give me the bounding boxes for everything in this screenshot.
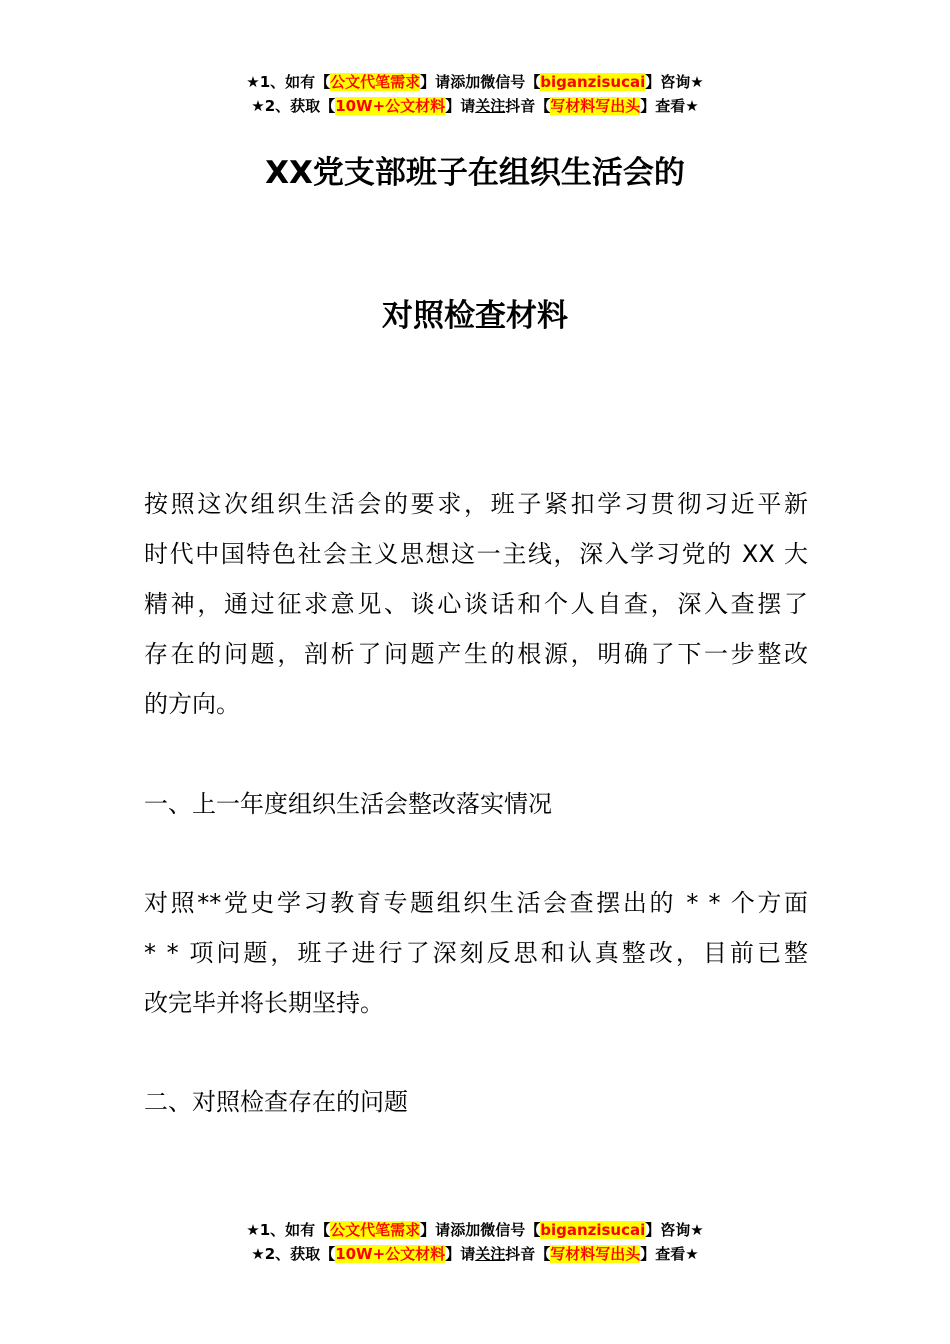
text-line: 的方向。 [144, 690, 240, 718]
highlight-service: 公文代笔需求 [330, 1221, 421, 1239]
banner-text: 关注 [475, 97, 506, 115]
banner-text: 】请 [445, 1245, 476, 1263]
banner-text: ★2、获取【 [251, 97, 336, 115]
banner-text: 关注 [475, 1245, 506, 1263]
footer-banner [0, 1218, 950, 1266]
banner-text: 】请 [420, 1221, 451, 1239]
banner-line-2 [0, 1242, 950, 1266]
banner-line-2 [0, 94, 950, 118]
text-line: 精神，通过征求意见、谈心谈话和个人自查，深入查摆了 [144, 590, 808, 618]
banner-text: 添加 [450, 73, 481, 91]
document-title-line-2: 对照检查材料 [382, 298, 568, 334]
section-heading-1: 一、上一年度组织生活会整改落实情况 [144, 790, 552, 818]
banner-text: 抖音【 [505, 1245, 551, 1263]
text-line: 改完毕并将长期坚持。 [144, 989, 384, 1017]
highlight-wechat-id: biganzisucai [540, 1221, 646, 1239]
section-heading-2: 二、对照检查存在的问题 [144, 1088, 408, 1116]
document-title-line-1: XX党支部班子在组织生活会的 [265, 155, 685, 191]
banner-text: 微信号【 [480, 1221, 541, 1239]
highlight-materials: 10W+公文材料 [335, 97, 446, 115]
banner-text: 】咨询★ [645, 73, 704, 91]
paragraph-intro [144, 479, 808, 729]
banner-text: ★1、如有【 [246, 73, 331, 91]
banner-text: 】查看★ [640, 1245, 699, 1263]
banner-text: 微信号【 [480, 73, 541, 91]
highlight-wechat-id: biganzisucai [540, 73, 646, 91]
banner-text: 】查看★ [640, 97, 699, 115]
highlight-materials: 10W+公文材料 [335, 1245, 446, 1263]
header-banner [0, 70, 950, 118]
text-line: 按照这次组织生活会的要求，班子紧扣学习贯彻习近平新 [144, 490, 808, 518]
text-line: * * 项问题，班子进行了深刻反思和认真整改，目前已整 [144, 939, 808, 967]
banner-text: 】请 [420, 73, 451, 91]
banner-text: ★2、获取【 [251, 1245, 336, 1263]
banner-text: 】请 [445, 97, 476, 115]
highlight-douyin-account: 写材料写出头 [550, 1245, 641, 1263]
text-line: 时代中国特色社会主义思想这一主线，深入学习党的 XX 大 [144, 540, 808, 568]
highlight-service: 公文代笔需求 [330, 73, 421, 91]
banner-text: 】咨询★ [645, 1221, 704, 1239]
banner-line-1 [0, 1218, 950, 1242]
banner-text: ★1、如有【 [246, 1221, 331, 1239]
text-line: 对照**党史学习教育专题组织生活会查摆出的 * * 个方面 [144, 889, 808, 917]
banner-text: 添加 [450, 1221, 481, 1239]
paragraph-rectification [144, 878, 808, 1028]
banner-line-1 [0, 70, 950, 94]
highlight-douyin-account: 写材料写出头 [550, 97, 641, 115]
banner-text: 抖音【 [505, 97, 551, 115]
text-line: 存在的问题，剖析了问题产生的根源，明确了下一步整改 [144, 640, 808, 668]
